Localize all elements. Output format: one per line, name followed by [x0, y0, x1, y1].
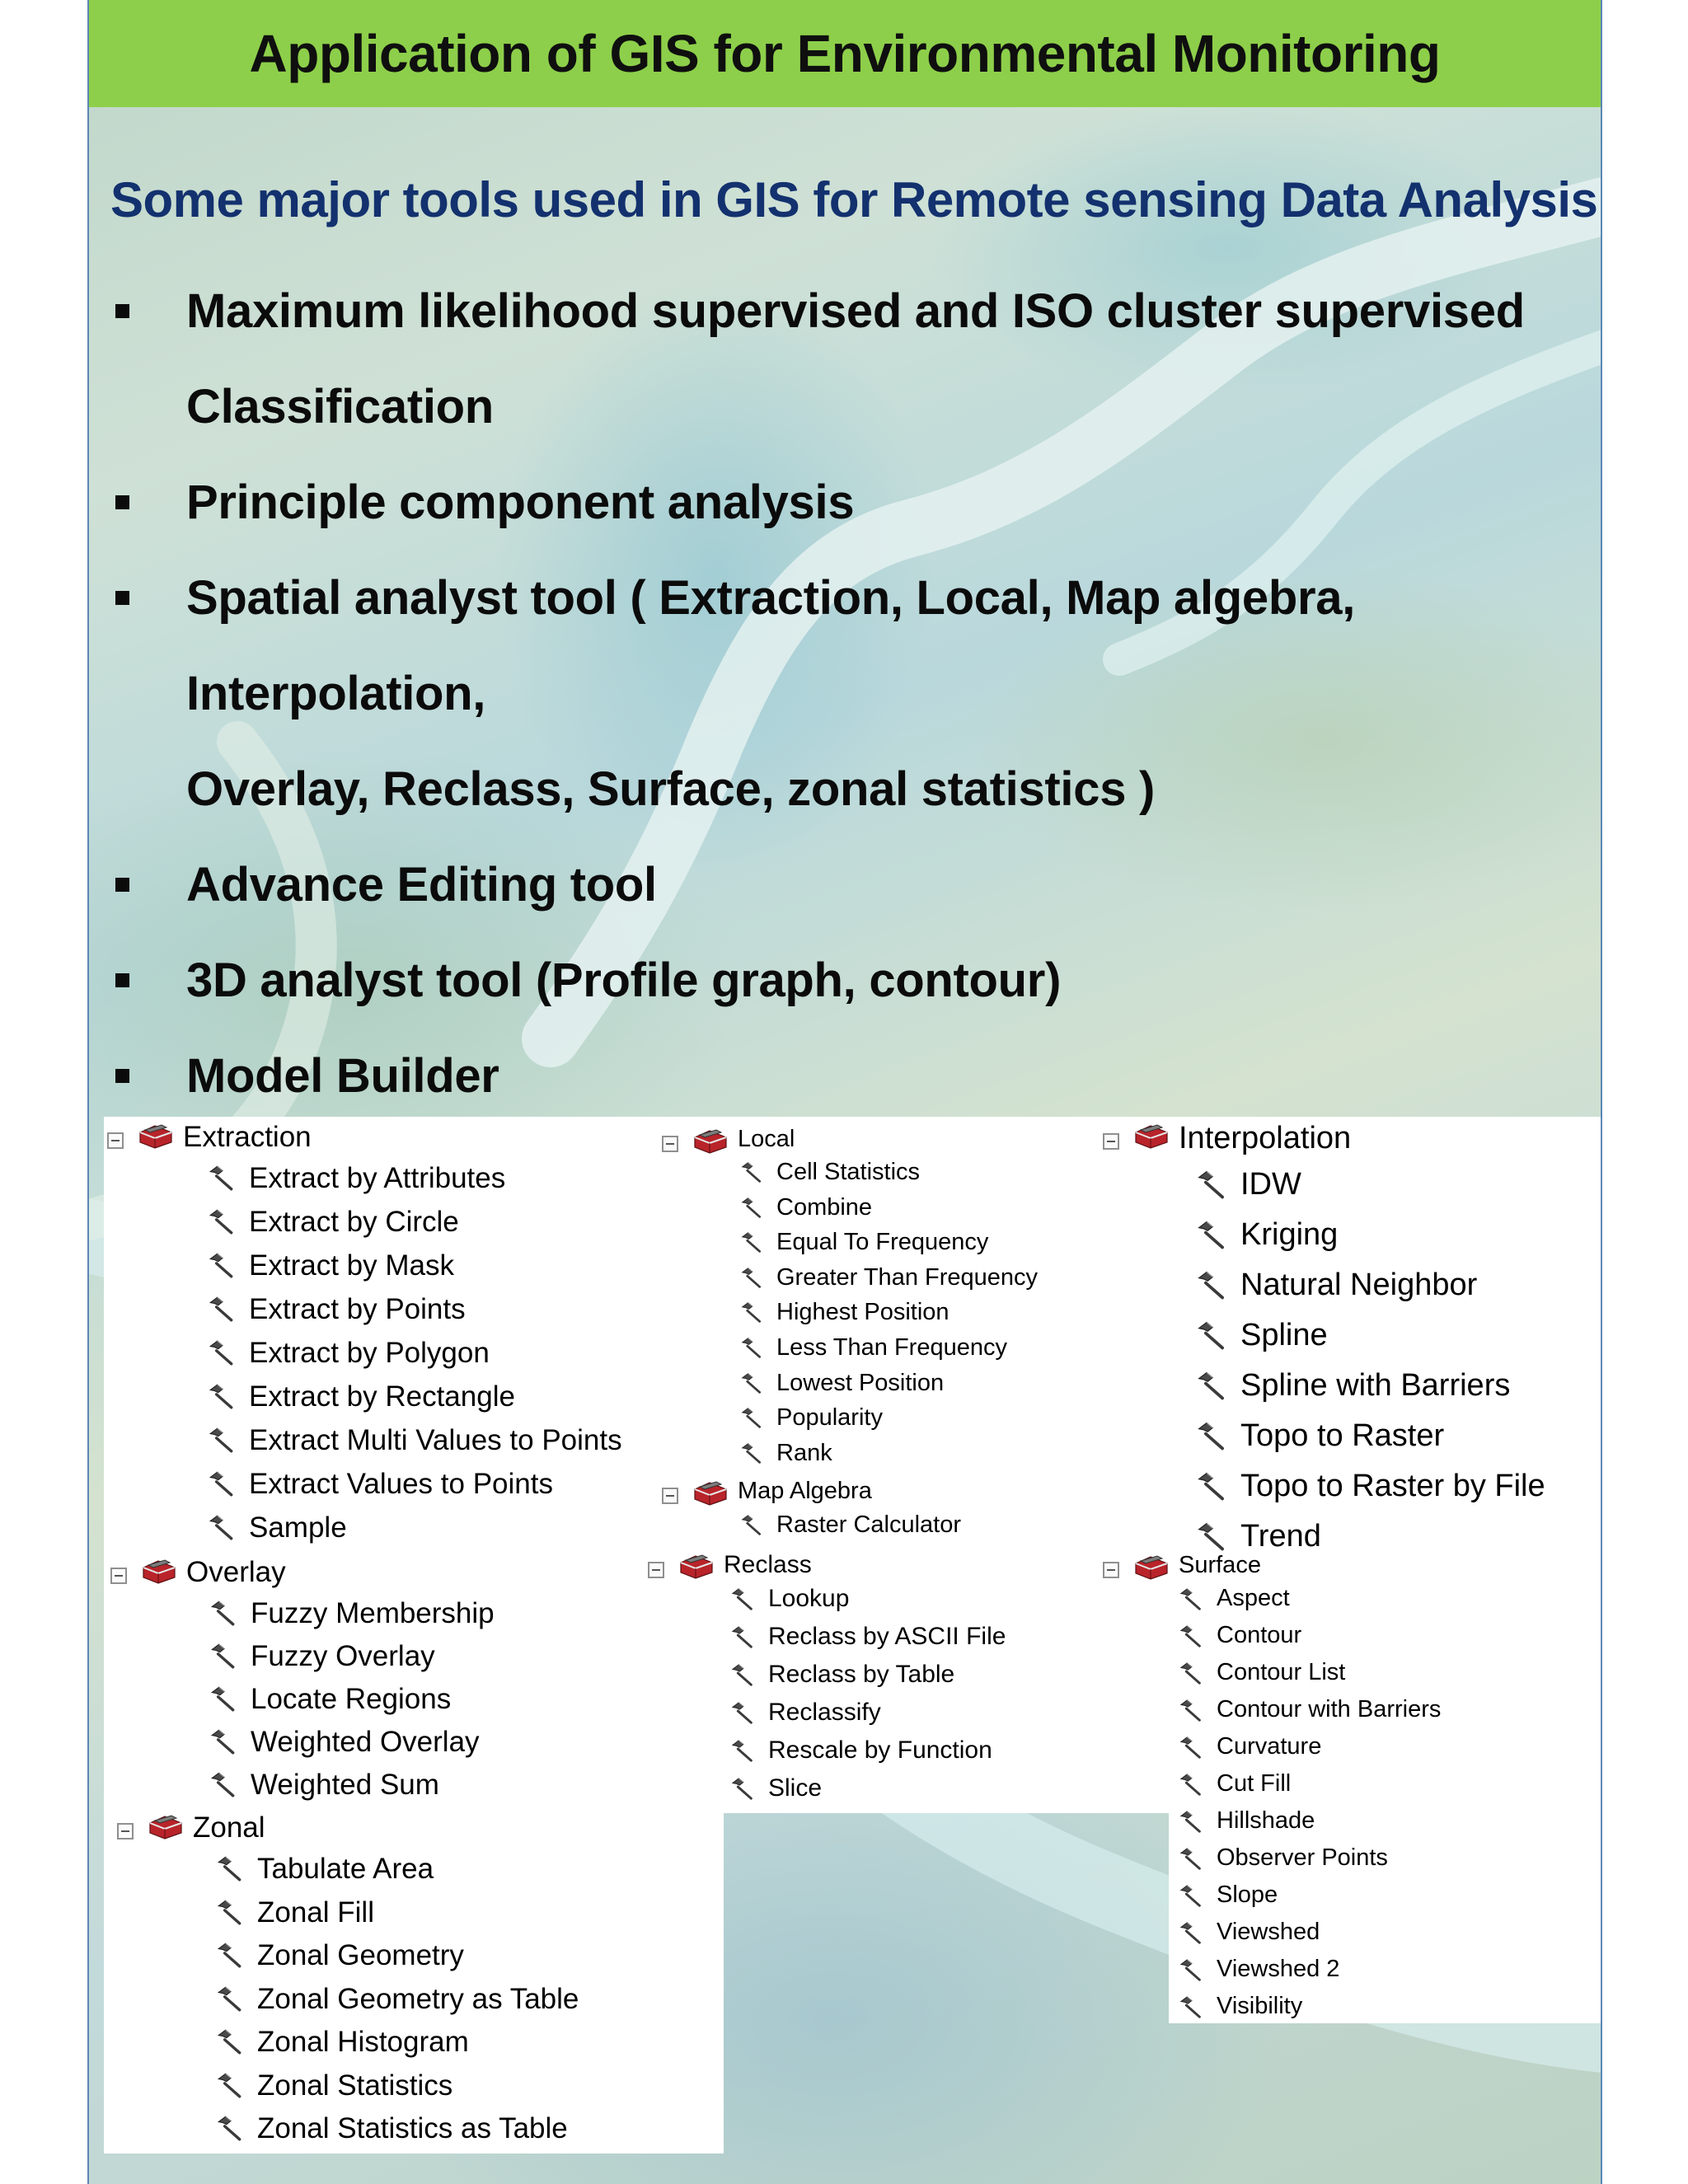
hammer-tool-icon	[216, 2114, 244, 2142]
hammer-tool-icon	[1179, 1735, 1203, 1760]
tool-label: Zonal Fill	[257, 1896, 374, 1929]
tool-label: Contour	[1217, 1622, 1302, 1648]
hammer-tool-icon	[209, 1599, 237, 1627]
tool-label: Extract Multi Values to Points	[249, 1424, 622, 1456]
toolset-header[interactable]	[662, 1127, 1041, 1159]
tool-label: Extract by Polygon	[249, 1337, 490, 1369]
hammer-tool-icon	[1179, 1772, 1203, 1797]
tool-label: Reclassify	[768, 1699, 881, 1726]
hammer-tool-icon	[216, 2071, 244, 2099]
hammer-tool-icon	[216, 1941, 244, 1969]
tool-label: Contour List	[1217, 1659, 1346, 1685]
slide-title: Application of GIS for Environmental Monitoring	[249, 24, 1441, 83]
hammer-tool-icon	[209, 1642, 237, 1670]
bullet-text: Principle component analysis	[186, 476, 855, 529]
spatial-analyst-toolsets	[89, 0, 1602, 2184]
toolbox-icon	[137, 1122, 175, 1149]
tool-label: Zonal Geometry as Table	[257, 1982, 579, 2015]
tool-label: Hillshade	[1217, 1807, 1315, 1834]
hammer-tool-icon	[1196, 1370, 1227, 1401]
tool-label: Lowest Position	[776, 1369, 945, 1396]
bullet-text-continued: Classification	[186, 380, 494, 434]
collapse-toggle-icon[interactable]	[110, 1568, 127, 1584]
toolset-header[interactable]	[110, 1558, 490, 1596]
collapse-toggle-icon[interactable]	[1103, 1562, 1119, 1578]
hammer-tool-icon	[1179, 1994, 1203, 2019]
hammer-tool-icon	[216, 1985, 244, 2013]
bullet-text: Model Builder	[186, 1049, 499, 1103]
hammer-tool-icon	[208, 1513, 236, 1541]
hammer-tool-icon	[730, 1662, 755, 1687]
toolset-name: Map Algebra	[738, 1478, 872, 1504]
hammer-tool-icon	[209, 1685, 237, 1713]
tool-label: Contour with Barriers	[1217, 1696, 1442, 1722]
toolbox-icon	[678, 1553, 715, 1579]
tool-label: Extract Values to Points	[249, 1468, 553, 1500]
toolbox-icon	[692, 1127, 729, 1154]
tool-label: Extract by Mask	[249, 1249, 454, 1282]
tool-label: Less Than Frequency	[776, 1334, 1007, 1361]
tool-label: Rescale by Function	[768, 1736, 992, 1764]
tool-label: Greater Than Frequency	[776, 1263, 1039, 1291]
tool-label: Aspect	[1217, 1585, 1290, 1611]
hammer-tool-icon	[208, 1426, 236, 1454]
bullet-text: Maximum likelihood supervised and ISO cluster supervised	[186, 284, 1525, 338]
hammer-tool-icon	[208, 1469, 236, 1497]
tool-label: Popularity	[776, 1404, 883, 1432]
tool-label: Zonal Statistics	[257, 2069, 453, 2102]
tool-label: Extract by Attributes	[249, 1162, 506, 1194]
tool-label: Zonal Histogram	[257, 2026, 469, 2058]
slide	[87, 0, 1602, 2184]
toolset-name: Zonal	[193, 1811, 265, 1844]
tool-label: Spline with Barriers	[1240, 1368, 1511, 1403]
hammer-tool-icon	[730, 1586, 755, 1611]
toolset-header[interactable]	[1103, 1554, 1482, 1585]
hammer-tool-icon	[740, 1230, 763, 1254]
tool-label: Trend	[1240, 1519, 1321, 1554]
hammer-tool-icon	[1196, 1269, 1227, 1301]
toolbox-icon	[692, 1479, 729, 1506]
bullet-text: 3D analyst tool (Profile graph, contour)	[186, 954, 1062, 1007]
tool-label: Viewshed 2	[1217, 1956, 1340, 1982]
hammer-tool-icon	[740, 1266, 763, 1289]
tool-label: Cut Fill	[1217, 1770, 1292, 1797]
tool-label: Visibility	[1217, 1993, 1303, 2019]
toolset-name: Reclass	[724, 1551, 812, 1578]
hammer-tool-icon	[208, 1382, 236, 1410]
hammer-tool-icon	[1179, 1846, 1203, 1871]
toolbox-icon	[1132, 1122, 1170, 1149]
hammer-tool-icon	[208, 1164, 236, 1192]
tool-label: Extract by Circle	[249, 1206, 459, 1238]
toolbox-icon	[147, 1813, 185, 1840]
hammer-tool-icon	[216, 1898, 244, 1926]
tool-label: Slice	[768, 1774, 823, 1802]
tool-label: Rank	[776, 1439, 832, 1466]
hammer-tool-icon	[730, 1776, 755, 1801]
toolbox-icon	[140, 1558, 178, 1584]
tool-label: Topo to Raster by File	[1240, 1469, 1545, 1503]
hammer-tool-icon	[208, 1295, 236, 1323]
bullet-text: Advance Editing tool	[186, 858, 657, 912]
tool-label: Cell Statistics	[776, 1159, 921, 1185]
hammer-tool-icon	[740, 1371, 763, 1394]
tool-label: Fuzzy Overlay	[251, 1640, 435, 1672]
hammer-tool-icon	[730, 1700, 755, 1725]
bullet-text: Spatial analyst tool ( Extraction, Local, Map algebra, Interpolation,	[186, 571, 1356, 720]
tool-label: Spline	[1240, 1318, 1328, 1352]
toolset-name: Interpolation	[1179, 1121, 1352, 1155]
hammer-tool-icon	[740, 1301, 763, 1324]
tool-label: Sample	[249, 1511, 347, 1544]
hammer-tool-icon	[1179, 1698, 1203, 1722]
tool-label: Zonal Statistics as Table	[257, 2112, 568, 2144]
hammer-tool-icon	[1196, 1319, 1227, 1351]
hammer-tool-icon	[1196, 1420, 1227, 1451]
tool-label: Raster Calculator	[776, 1511, 962, 1538]
tool-label: Tabulate Area	[257, 1853, 434, 1885]
tool-label: Weighted Overlay	[251, 1726, 480, 1758]
hammer-tool-icon	[216, 2027, 244, 2055]
toolset-header[interactable]	[1103, 1122, 1482, 1163]
hammer-tool-icon	[730, 1624, 755, 1649]
tool-label: Combine	[776, 1193, 873, 1221]
collapse-toggle-icon[interactable]	[648, 1562, 664, 1578]
tool-label: Reclass by ASCII File	[768, 1623, 1006, 1650]
hammer-tool-icon	[1179, 1920, 1203, 1945]
toolset-name: Extraction	[183, 1121, 312, 1153]
subtitle: Some major tools used in GIS for Remote sensing Data Analysis	[110, 172, 1598, 227]
hammer-tool-icon	[1179, 1809, 1203, 1834]
tool-label: Lookup	[768, 1585, 850, 1612]
tool-label: Reclass by Table	[768, 1661, 955, 1688]
hammer-tool-icon	[730, 1738, 755, 1763]
toolset-header[interactable]	[648, 1553, 1027, 1585]
hammer-tool-icon	[1179, 1624, 1203, 1648]
tool-label: Fuzzy Membership	[251, 1597, 495, 1629]
tool-label: Weighted Sum	[251, 1769, 439, 1801]
hammer-tool-icon	[208, 1207, 236, 1235]
tool-label: Natural Neighbor	[1240, 1268, 1478, 1302]
tool-label: IDW	[1240, 1167, 1301, 1202]
hammer-tool-icon	[1196, 1219, 1227, 1250]
hammer-tool-icon	[1179, 1883, 1203, 1908]
toolset-header[interactable]	[107, 1122, 486, 1160]
tool-label: Zonal Geometry	[257, 1939, 464, 1971]
tool-label: Extract by Rectangle	[249, 1380, 515, 1413]
toolset-name: Overlay	[186, 1556, 286, 1588]
hammer-tool-icon	[740, 1513, 763, 1536]
tool-label: Topo to Raster	[1240, 1418, 1445, 1453]
collapse-toggle-icon[interactable]	[1103, 1133, 1119, 1150]
hammer-tool-icon	[1179, 1586, 1203, 1611]
tool-label: Highest Position	[776, 1299, 950, 1326]
tool-label: Locate Regions	[251, 1683, 452, 1715]
hammer-tool-icon	[1196, 1169, 1227, 1200]
hammer-tool-icon	[740, 1196, 763, 1219]
collapse-toggle-icon[interactable]	[662, 1136, 678, 1152]
tool-label: Curvature	[1217, 1733, 1322, 1760]
collapse-toggle-icon[interactable]	[117, 1823, 134, 1840]
hammer-tool-icon	[209, 1770, 237, 1798]
tool-label: Viewshed	[1217, 1919, 1320, 1945]
hammer-tool-icon	[1179, 1957, 1203, 1982]
toolset-name: Local	[738, 1126, 795, 1152]
tool-label: Equal To Frequency	[776, 1229, 989, 1256]
toolbox-icon	[1132, 1554, 1170, 1580]
tool-label: Observer Points	[1217, 1844, 1388, 1871]
toolset-header[interactable]	[662, 1479, 1041, 1511]
hammer-tool-icon	[1196, 1521, 1227, 1552]
hammer-tool-icon	[1196, 1470, 1227, 1502]
hammer-tool-icon	[740, 1441, 763, 1465]
hammer-tool-icon	[1179, 1661, 1203, 1685]
hammer-tool-icon	[208, 1338, 236, 1366]
hammer-tool-icon	[740, 1406, 763, 1429]
hammer-tool-icon	[740, 1336, 763, 1359]
tool-label: Extract by Points	[249, 1293, 466, 1325]
toolset-header[interactable]	[117, 1813, 496, 1851]
hammer-tool-icon	[216, 1854, 244, 1882]
hammer-tool-icon	[208, 1251, 236, 1279]
collapse-toggle-icon[interactable]	[662, 1488, 678, 1504]
toolset-name: Surface	[1179, 1552, 1261, 1578]
hammer-tool-icon	[740, 1160, 763, 1183]
bullet-text-continued: Overlay, Reclass, Surface, zonal statistics )	[186, 762, 1155, 816]
hammer-tool-icon	[209, 1727, 237, 1755]
tool-label: Slope	[1217, 1882, 1278, 1908]
collapse-toggle-icon[interactable]	[107, 1132, 124, 1149]
tool-label: Kriging	[1240, 1217, 1339, 1252]
